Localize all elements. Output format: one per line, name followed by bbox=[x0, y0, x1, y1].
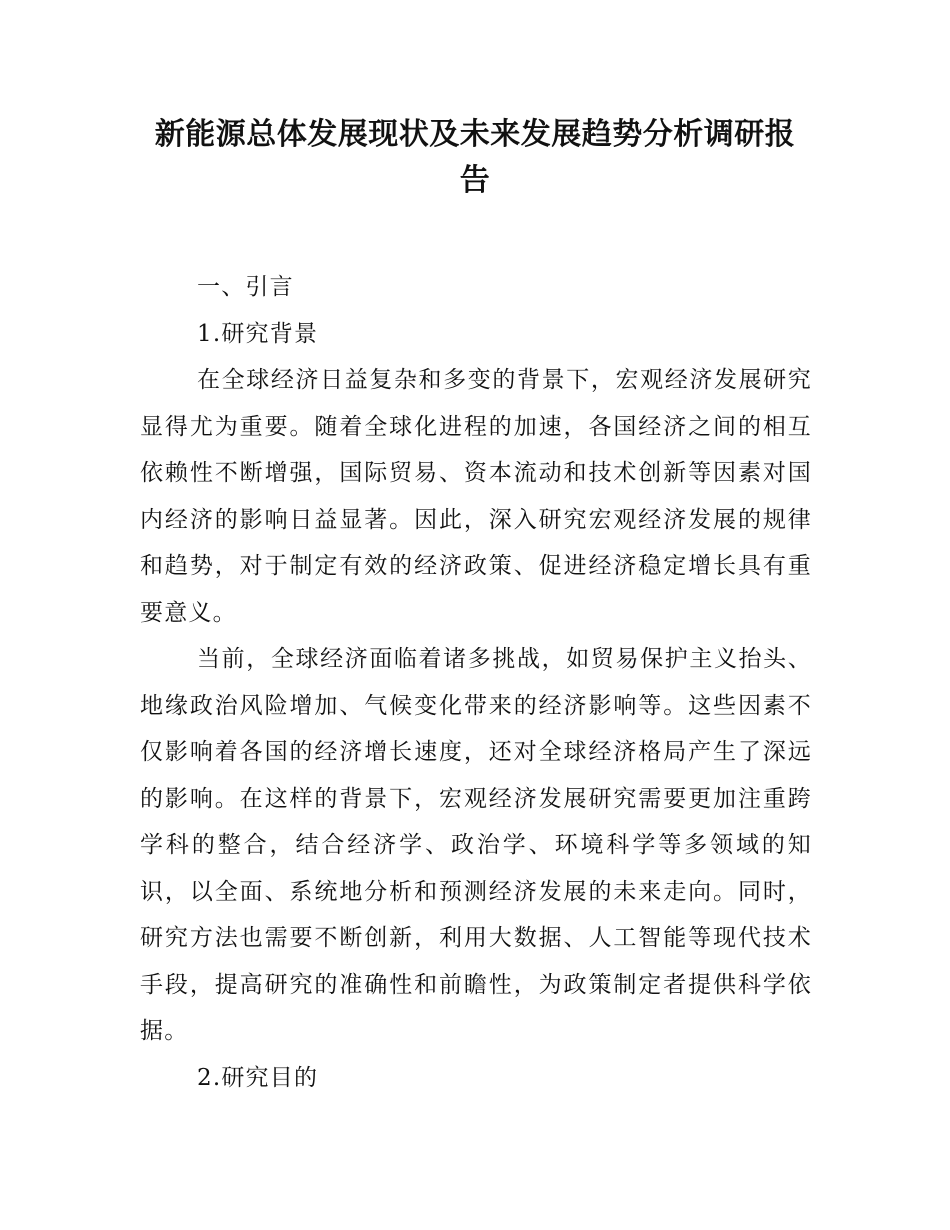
document-body bbox=[140, 264, 812, 1101]
subsection-heading-background: 1.研究背景 bbox=[197, 320, 319, 347]
paragraph-background-2: 当前，全球经济面临着诸多挑战，如贸易保护主义抬头、地缘政治风险增加、气候变化带来的经济影响等。这些因素不仅影响着各国的经济增长速度，还对全球经济格局产生了深远的影响。在这样的背景下，宏观经济发展研究需要更加注重跨学科的整合，结合经济学、政治学、环境科学等多领域的知识，以全面、系统地分析和预测经济发展的未来走向。同时，研究方法也需要不断创新，利用大数据、人工智能等现代技术手段，提高研究的准确性和前瞻性，为政策制定者提供科学依据。 bbox=[140, 646, 812, 1044]
subsection-heading-purpose: 2.研究目的 bbox=[197, 1064, 319, 1091]
document-title: 新能源总体发展现状及未来发展趋势分析调研报告 bbox=[154, 117, 796, 198]
section-heading-introduction: 一、引言 bbox=[197, 274, 294, 300]
paragraph-background-1: 在全球经济日益复杂和多变的背景下，宏观经济发展研究显得尤为重要。随着全球化进程的加速，各国经济之间的相互依赖性不断增强，国际贸易、资本流动和技术创新等因素对国内经济的影响日益显著。因此，深入研究宏观经济发展的规律和趋势，对于制定有效的经济政策、促进经济稳定增长具有重要意义。 bbox=[140, 367, 812, 626]
